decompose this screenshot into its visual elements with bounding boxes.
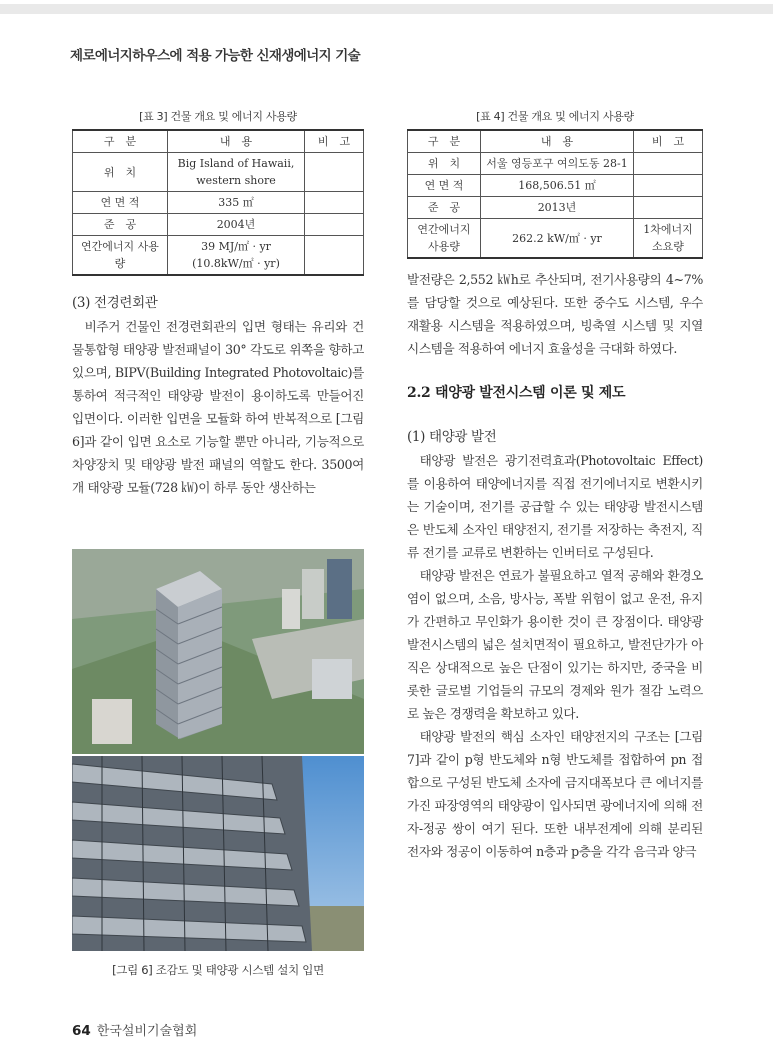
content-line: (10.8kW/㎡ · yr) xyxy=(192,257,280,270)
table-header-cell: 구 분 xyxy=(73,130,168,153)
table-row xyxy=(73,192,364,214)
label-line: 연간에너지 xyxy=(417,223,471,236)
row-label: 연간에너지 사용량 xyxy=(73,236,168,276)
row-label: 연 면 적 xyxy=(408,175,481,197)
paragraph: 발전량은 2,552 ㎾h로 추산되며, 전기사용량의 4~7%를 담당할 것으로 예상된다. 또한 중수도 시스템, 우수 재활용 시스템을 적용하였으며, 빙축열 시스템 및 지열시스템을 적용하여 에너지 효율성을 극대화 하였다. xyxy=(407,272,703,356)
row-content: 168,506.51 ㎡ xyxy=(481,175,634,197)
row-note xyxy=(305,214,364,236)
page-footer xyxy=(72,1020,197,1039)
table-row xyxy=(73,236,364,276)
row-note xyxy=(634,175,703,197)
table-header-row xyxy=(73,130,364,153)
footer-organization: 한국설비기술협회 xyxy=(96,1024,198,1039)
table-row xyxy=(73,214,364,236)
table-row xyxy=(408,175,703,197)
row-label: 준 공 xyxy=(73,214,168,236)
table-header-cell: 비 고 xyxy=(634,130,703,153)
facade-photo xyxy=(72,756,364,951)
table-header-row xyxy=(408,130,703,153)
paragraph: 비주거 건물인 전경련회관의 입면 형태는 유리와 건물통합형 태양광 발전패널이 30° 각도로 위쪽을 향하고 있으며, BIPV(Building Integrated Photovoltaic)를 통하여 적극적인 태양광 발전이 용이하도록 만들어진 입면이다. 이러한 입면을 모듈화 하여 반복적으로 [그림 6]과 같이 입면 요소로 기능할 뿐만 아니라, 기능적으로 차양장치 및 태양광 발전 패널의 역할도 한다. 3500여개 태양광 모듈(728 ㎾)이 하루 동안 생산하는 xyxy=(72,319,364,495)
page-number: 64 xyxy=(72,1023,91,1039)
row-label: 연 면 적 xyxy=(73,192,168,214)
header-band xyxy=(0,4,773,14)
note-line: 소요량 xyxy=(652,240,684,253)
right-column xyxy=(407,108,703,863)
row-label xyxy=(408,219,481,259)
table-row xyxy=(408,219,703,259)
table-row xyxy=(408,153,703,175)
subhead-pv: (1) 태양광 발전 xyxy=(407,429,497,445)
row-content: 262.2 kW/㎡ · yr xyxy=(481,219,634,259)
row-note xyxy=(305,192,364,214)
row-content: 335 ㎡ xyxy=(168,192,305,214)
table-header-cell: 비 고 xyxy=(305,130,364,153)
content-line: Big Island of Hawaii, xyxy=(177,157,295,170)
table4-caption: [표 4] 건물 개요 및 에너지 사용량 xyxy=(476,110,634,123)
paragraph: 태양광 발전은 광기전력효과(Photovoltaic Effect)를 이용하여 태양에너지를 직접 전기에너지로 변환시키는 기술이며, 전기를 공급할 수 있는 태양광 발전시스템은 반도체 소자인 태양전지, 전기를 저장하는 축전지, 직류 전기를 교류로 변환하는 인버터로 구성된다. xyxy=(407,453,703,560)
table3 xyxy=(72,129,364,276)
note-line: 1차에너지 xyxy=(643,223,693,236)
row-note xyxy=(634,219,703,259)
figure6-caption: [그림 6] 조감도 및 태양광 시스템 설치 입면 xyxy=(112,963,324,977)
row-content: 서울 영등포구 여의도동 28-1 xyxy=(481,153,634,175)
row-content: 2004년 xyxy=(168,214,305,236)
paragraph: 태양광 발전은 연료가 불필요하고 열적 공해와 환경오염이 없으며, 소음, 방사능, 폭발 위험이 없고 운전, 유지가 간편하고 무인화가 용이한 것이 큰 장점이다. 태양광 발전시스템의 넓은 설치면적이 필요하고, 발전단가가 아직은 상대적으로 높은 단점이 있기는 하지만, 중국을 비롯한 글로벌 기업들의 규모의 경제와 원가 절감 노력으로 높은 경쟁력을 확보하고 있다. xyxy=(407,568,703,721)
row-content xyxy=(168,153,305,192)
section-heading: 2.2 태양광 발전시스템 이론 및 제도 xyxy=(407,385,626,401)
aerial-photo xyxy=(72,549,364,754)
facade-photo-art xyxy=(72,756,364,951)
right-body xyxy=(407,268,703,863)
table3-caption: [표 3] 건물 개요 및 에너지 사용량 xyxy=(139,110,297,123)
row-note xyxy=(634,153,703,175)
table-header-cell: 내 용 xyxy=(168,130,305,153)
left-column xyxy=(72,108,364,499)
table-header-cell: 내 용 xyxy=(481,130,634,153)
running-title: 제로에너지하우스에 적용 가능한 신재생에너지 기술 xyxy=(70,48,361,64)
left-body xyxy=(72,292,364,499)
row-content xyxy=(168,236,305,276)
row-label: 준 공 xyxy=(408,197,481,219)
content-line: 39 MJ/㎡ · yr xyxy=(201,240,271,253)
row-note xyxy=(305,236,364,276)
table-header-cell: 구 분 xyxy=(408,130,481,153)
row-label: 위 치 xyxy=(73,153,168,192)
label-line: 사용량 xyxy=(428,240,460,253)
table-row xyxy=(73,153,364,192)
table-row xyxy=(408,197,703,219)
row-content: 2013년 xyxy=(481,197,634,219)
row-note xyxy=(305,153,364,192)
subhead-fki: (3) 전경련회관 xyxy=(72,295,158,311)
paragraph: 태양광 발전의 핵심 소자인 태양전지의 구조는 [그림 7]과 같이 p형 반도체와 n형 반도체를 접합하여 pn 접합으로 구성된 반도체 소자에 금지대폭보다 큰 에너지를 가진 파장영역의 태양광이 입사되면 광에너지에 의해 전자-정공 쌍이 여기 된다. 또한 내부전계에 의해 분리된 전자와 정공이 이동하여 n층과 p층을 각각 음극과 양극 xyxy=(407,729,704,859)
row-note xyxy=(634,197,703,219)
row-label: 위 치 xyxy=(408,153,481,175)
table4 xyxy=(407,129,703,259)
aerial-photo-art xyxy=(72,549,364,754)
content-line: western shore xyxy=(196,174,276,187)
